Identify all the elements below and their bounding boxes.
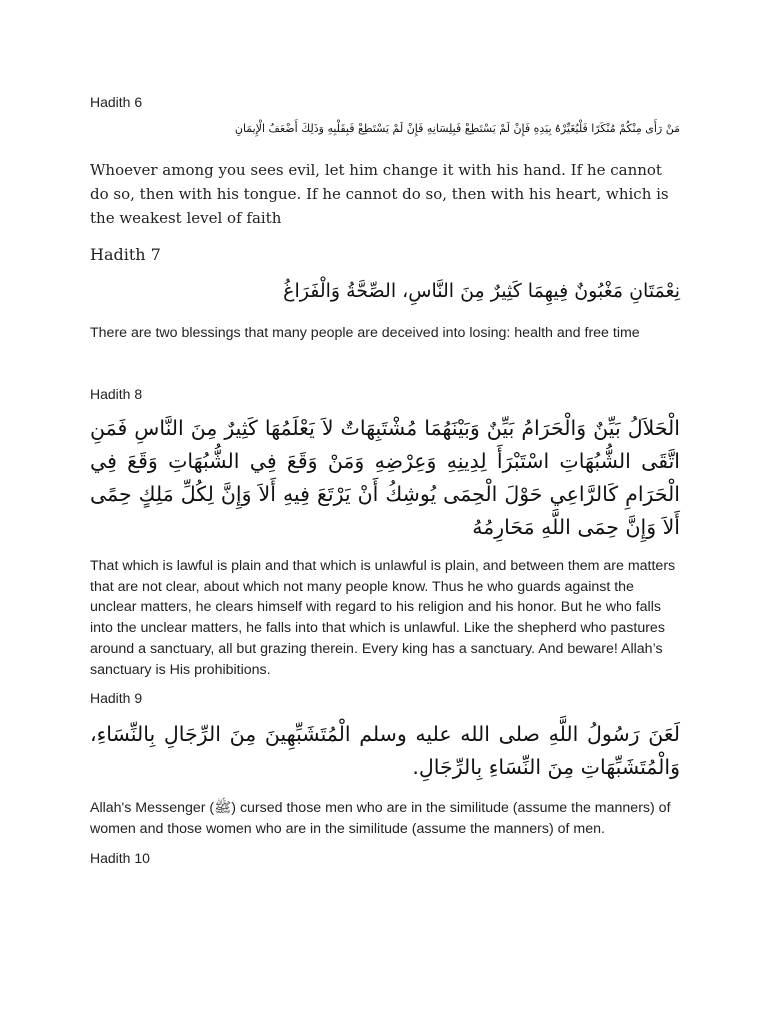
hadith-8-translation: That which is lawful is plain and that which is unlawful is plain, and between them are matters that are not clear, about which not many people know. Thus he who guards against the unclear matters, he clears himself with regard to his religion and his honor. But he who falls into the unclear matters, he falls into that which is unlawful. Like the shepherd who pastures around a sanctuary, all but grazing therein. Every king has a sanctuary. And beware! Allah’s sanctuary is His prohibitions. [90,558,676,678]
hadith-7-heading: Hadith 7 [90,245,161,264]
hadith-6-translation: Whoever among you sees evil, let him change it with his hand. If he cannot do so, then with his tongue. If he cannot do so, then with his heart, which is the weakest level of faith [90,161,669,227]
hadith-7-translation: There are two blessings that many people are deceived into losing: health and free time [90,325,640,341]
hadith-6-heading: Hadith 6 [90,94,143,110]
hadith-9-translation: Allah's Messenger (ﷺ) cursed those men who are in the similitude (assume the manners) of women and those women who are in the similitude (assume the manners) of men. [90,800,671,837]
hadith-8-arabic: الْحَلاَلُ بَيِّنٌ وَالْحَرَامُ بَيِّنٌ وَبَيْنَهُمَا مُشْتَبِهَاتٌ لاَ يَعْلَمُهَا كَثِيرٌ مِنَ النَّاسِ فَمَنِ اتَّقَى الشُّبُهَاتِ اسْتَبْرَأَ لِدِينِهِ وَعِرْضِهِ وَمَنْ وَقَعَ فِي الشُّبُهَاتِ وَقَعَ فِي الْحَرَامِ كَالرَّاعِي حَوْلَ الْحِمَى يُوشِكُ أَنْ يَرْتَعَ فِيهِ أَلاَ وَإِنَّ لِكُلِّ مَلِكٍ حِمًى أَلاَ وَإِنَّ حِمَى اللَّهِ مَحَارِمُهُ [90,416,680,539]
hadith-9-heading: Hadith 9 [90,690,143,706]
hadith-7-arabic: نِعْمَتَانِ مَغْبُونٌ فِيهِمَا كَثِيرٌ مِنَ النَّاسِ، الصِّحَّةُ وَالْفَرَاغُ [283,280,680,302]
hadith-8-heading: Hadith 8 [90,386,143,402]
hadith-6-arabic: مَنْ رَأَى مِنْكُمْ مُنْكَرًا فَلْيُغَيِّرْهُ بِيَدِهِ فَإِنْ لَمْ يَسْتَطِعْ فَبِلِسَانِهِ فَإِنْ لَمْ يَسْتَطِعْ فَبِقَلْبِهِ وَذَلِكَ أَضْعَفُ الْإِيمَانِ [234,122,680,135]
hadith-9-arabic: لَعَنَ رَسُولُ اللَّهِ صلى الله عليه وسلم الْمُتَشَبِّهِينَ مِنَ الرِّجَالِ بِالنِّسَاءِ، وَالْمُتَشَبِّهَاتِ مِنَ النِّسَاءِ بِالرِّجَالِ. [90,722,680,779]
hadith-10-heading: Hadith 10 [90,850,150,866]
